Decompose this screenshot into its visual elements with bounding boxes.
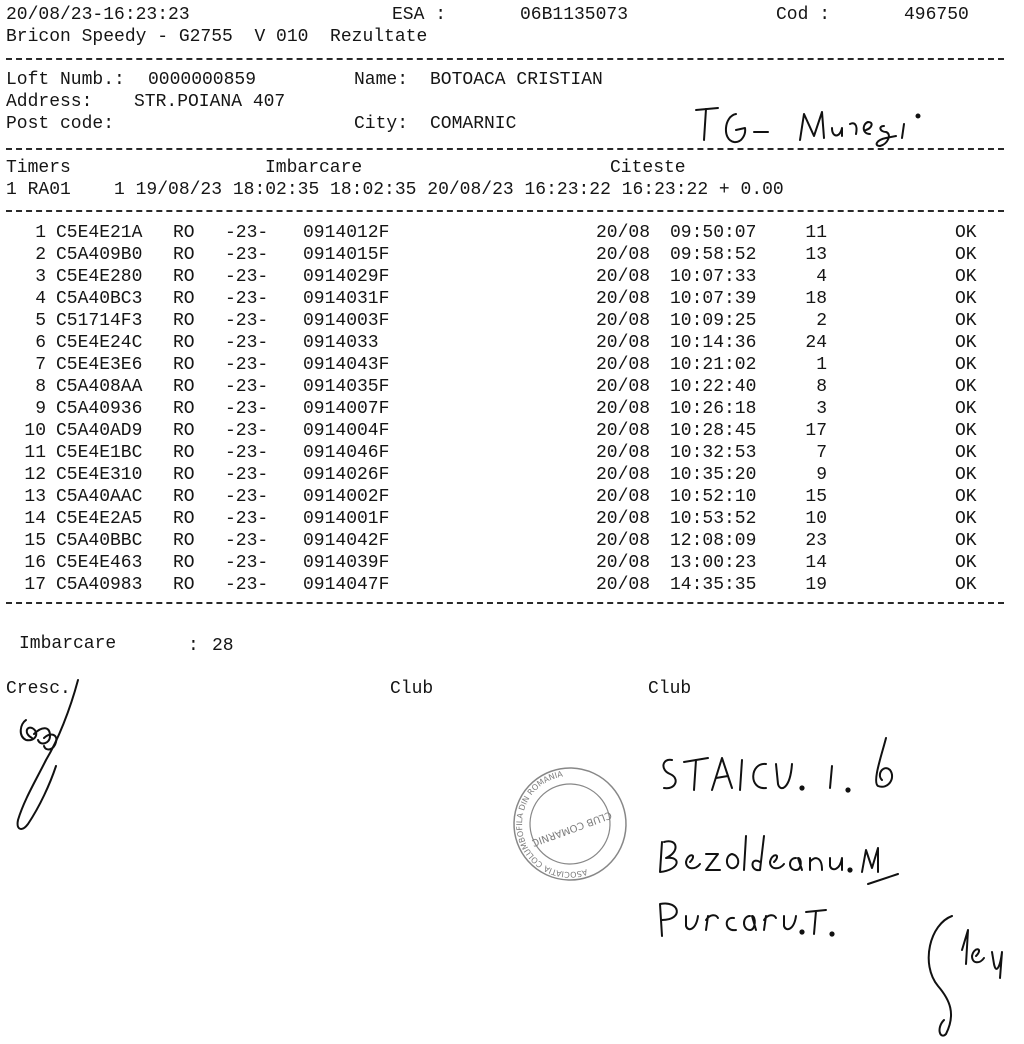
- band-number: 0914039F: [303, 553, 390, 573]
- esa-label: ESA :: [392, 5, 447, 25]
- breeder-signature: [6, 680, 96, 840]
- ring-code: C5A409B0: [56, 245, 143, 265]
- position: 3: [816, 399, 827, 419]
- row-number: 3: [35, 267, 46, 287]
- position: 24: [805, 333, 827, 353]
- arrival-date: 20/08: [596, 223, 651, 243]
- table-row: [0, 420, 1024, 442]
- table-row: [0, 398, 1024, 420]
- table-row: [0, 222, 1024, 244]
- arrival-date: 20/08: [596, 267, 651, 287]
- status: OK: [955, 245, 977, 265]
- row-number: 6: [35, 333, 46, 353]
- country-code: RO: [173, 267, 195, 287]
- ring-code: C5E4E280: [56, 267, 143, 287]
- table-row: [0, 508, 1024, 530]
- status: OK: [955, 553, 977, 573]
- table-row: [0, 266, 1024, 288]
- club-signatures: [650, 724, 1020, 1044]
- arrival-date: 20/08: [596, 377, 651, 397]
- country-code: RO: [173, 223, 195, 243]
- arrival-date: 20/08: [596, 553, 651, 573]
- row-number: 10: [24, 421, 46, 441]
- loft-value: 0000000859: [148, 70, 257, 90]
- position: 1: [816, 355, 827, 375]
- arrival-date: 20/08: [596, 311, 651, 331]
- position: 4: [816, 267, 827, 287]
- table-row: [0, 376, 1024, 398]
- ring-code: C5E4E1BC: [56, 443, 143, 463]
- band-number: 0914004F: [303, 421, 390, 441]
- handwritten-city-note: [690, 100, 940, 150]
- country-code: RO: [173, 355, 195, 375]
- ring-code: C5A40BC3: [56, 289, 143, 309]
- table-row: [0, 310, 1024, 332]
- row-number: 7: [35, 355, 46, 375]
- status: OK: [955, 531, 977, 551]
- row-number: 8: [35, 377, 46, 397]
- country-code: RO: [173, 245, 195, 265]
- arrival-time: 13:00:23: [670, 553, 757, 573]
- arrival-time: 10:26:18: [670, 399, 757, 419]
- arrival-date: 20/08: [596, 575, 651, 595]
- ring-code: C5E4E21A: [56, 223, 143, 243]
- arrival-time: 10:22:40: [670, 377, 757, 397]
- year-code: -23-: [225, 553, 269, 573]
- row-number: 17: [24, 575, 46, 595]
- country-code: RO: [173, 443, 195, 463]
- address-value: STR.POIANA 407: [134, 92, 286, 112]
- band-number: 0914001F: [303, 509, 390, 529]
- ring-code: C5A40936: [56, 399, 143, 419]
- arrival-time: 09:50:07: [670, 223, 757, 243]
- table-row: [0, 244, 1024, 266]
- summary-imbarcare-label: Imbarcare: [19, 634, 117, 654]
- position: 19: [805, 575, 827, 595]
- row-number: 1: [35, 223, 46, 243]
- year-code: -23-: [225, 421, 269, 441]
- row-number: 16: [24, 553, 46, 573]
- table-row: [0, 354, 1024, 376]
- country-code: RO: [173, 509, 195, 529]
- row-number: 14: [24, 509, 46, 529]
- imbarcare-label: Imbarcare: [265, 158, 363, 178]
- status: OK: [955, 575, 977, 595]
- separator-line: [6, 148, 1004, 150]
- status: OK: [955, 465, 977, 485]
- position: 7: [816, 443, 827, 463]
- position: 15: [805, 487, 827, 507]
- ring-code: C51714F3: [56, 311, 143, 331]
- year-code: -23-: [225, 289, 269, 309]
- arrival-date: 20/08: [596, 245, 651, 265]
- name-value: BOTOACA CRISTIAN: [430, 70, 603, 90]
- year-code: -23-: [225, 575, 269, 595]
- band-number: 0914026F: [303, 465, 390, 485]
- table-row: [0, 332, 1024, 354]
- row-number: 12: [24, 465, 46, 485]
- arrival-date: 20/08: [596, 509, 651, 529]
- arrival-time: 09:58:52: [670, 245, 757, 265]
- band-number: 0914007F: [303, 399, 390, 419]
- year-code: -23-: [225, 377, 269, 397]
- position: 18: [805, 289, 827, 309]
- year-code: -23-: [225, 223, 269, 243]
- header-datetime: 20/08/23-16:23:23: [6, 5, 190, 25]
- address-label: Address:: [6, 92, 93, 112]
- status: OK: [955, 487, 977, 507]
- position: 17: [805, 421, 827, 441]
- status: OK: [955, 421, 977, 441]
- city-label: City:: [354, 114, 409, 134]
- status: OK: [955, 355, 977, 375]
- position: 11: [805, 223, 827, 243]
- band-number: 0914046F: [303, 443, 390, 463]
- status: OK: [955, 223, 977, 243]
- arrival-date: 20/08: [596, 289, 651, 309]
- country-code: RO: [173, 377, 195, 397]
- row-number: 11: [24, 443, 46, 463]
- band-number: 0914042F: [303, 531, 390, 551]
- status: OK: [955, 333, 977, 353]
- status: OK: [955, 289, 977, 309]
- cod-value: 496750: [904, 5, 969, 25]
- position: 9: [816, 465, 827, 485]
- ring-code: C5A40AD9: [56, 421, 143, 441]
- summary-imbarcare-separator: :: [188, 636, 199, 656]
- ring-code: C5A408AA: [56, 377, 143, 397]
- position: 23: [805, 531, 827, 551]
- band-number: 0914002F: [303, 487, 390, 507]
- table-row: [0, 552, 1024, 574]
- postcode-label: Post code:: [6, 114, 115, 134]
- ring-code: C5E4E2A5: [56, 509, 143, 529]
- esa-value: 06B1135073: [520, 5, 629, 25]
- timers-label: Timers: [6, 158, 71, 178]
- table-row: [0, 442, 1024, 464]
- band-number: 0914029F: [303, 267, 390, 287]
- country-code: RO: [173, 465, 195, 485]
- separator-line: [6, 602, 1004, 604]
- position: 8: [816, 377, 827, 397]
- status: OK: [955, 399, 977, 419]
- band-number: 0914031F: [303, 289, 390, 309]
- country-code: RO: [173, 421, 195, 441]
- row-number: 15: [24, 531, 46, 551]
- stamp-text: CLUB COMARNIC: [530, 808, 613, 848]
- cod-label: Cod :: [776, 5, 831, 25]
- row-number: 4: [35, 289, 46, 309]
- separator-line: [6, 210, 1004, 212]
- timers-row: 1 RA01 1 19/08/23 18:02:35 18:02:35 20/08/23 16:23:22 16:23:22 + 0.00: [6, 180, 784, 200]
- band-number: 0914035F: [303, 377, 390, 397]
- year-code: -23-: [225, 487, 269, 507]
- arrival-time: 12:08:09: [670, 531, 757, 551]
- ring-code: C5A40BBC: [56, 531, 143, 551]
- ring-code: C5A40983: [56, 575, 143, 595]
- city-value: COMARNIC: [430, 114, 517, 134]
- band-number: 0914043F: [303, 355, 390, 375]
- country-code: RO: [173, 487, 195, 507]
- year-code: -23-: [225, 531, 269, 551]
- table-row: [0, 464, 1024, 486]
- club-label: Club: [390, 679, 434, 699]
- arrival-time: 10:35:20: [670, 465, 757, 485]
- band-number: 0914033: [303, 333, 379, 353]
- year-code: -23-: [225, 465, 269, 485]
- band-number: 0914015F: [303, 245, 390, 265]
- status: OK: [955, 509, 977, 529]
- position: 10: [805, 509, 827, 529]
- arrival-time: 10:28:45: [670, 421, 757, 441]
- cresc-label: Cresc.: [6, 679, 71, 699]
- row-number: 13: [24, 487, 46, 507]
- club-label: Club: [648, 679, 692, 699]
- table-row: [0, 530, 1024, 552]
- arrival-date: 20/08: [596, 399, 651, 419]
- table-row: [0, 486, 1024, 508]
- year-code: -23-: [225, 355, 269, 375]
- position: 2: [816, 311, 827, 331]
- citeste-label: Citeste: [610, 158, 686, 178]
- arrival-time: 10:14:36: [670, 333, 757, 353]
- loft-label: Loft Numb.:: [6, 70, 125, 90]
- row-number: 2: [35, 245, 46, 265]
- separator-line: [6, 58, 1004, 60]
- position: 14: [805, 553, 827, 573]
- name-label: Name:: [354, 70, 409, 90]
- year-code: -23-: [225, 311, 269, 331]
- row-number: 9: [35, 399, 46, 419]
- band-number: 0914047F: [303, 575, 390, 595]
- arrival-time: 14:35:35: [670, 575, 757, 595]
- arrival-time: 10:07:33: [670, 267, 757, 287]
- ring-code: C5E4E310: [56, 465, 143, 485]
- status: OK: [955, 267, 977, 287]
- country-code: RO: [173, 531, 195, 551]
- band-number: 0914003F: [303, 311, 390, 331]
- arrival-date: 20/08: [596, 355, 651, 375]
- position: 13: [805, 245, 827, 265]
- summary-imbarcare-value: 28: [212, 636, 234, 656]
- arrival-time: 10:53:52: [670, 509, 757, 529]
- device-line: Bricon Speedy - G2755 V 010 Rezultate: [6, 27, 428, 47]
- ring-code: C5E4E24C: [56, 333, 143, 353]
- arrival-time: 10:09:25: [670, 311, 757, 331]
- ring-code: C5E4E463: [56, 553, 143, 573]
- country-code: RO: [173, 399, 195, 419]
- club-stamp: [508, 762, 632, 886]
- arrival-date: 20/08: [596, 421, 651, 441]
- row-number: 5: [35, 311, 46, 331]
- ring-code: C5A40AAC: [56, 487, 143, 507]
- status: OK: [955, 311, 977, 331]
- country-code: RO: [173, 575, 195, 595]
- arrival-date: 20/08: [596, 531, 651, 551]
- status: OK: [955, 443, 977, 463]
- arrival-date: 20/08: [596, 465, 651, 485]
- ring-code: C5E4E3E6: [56, 355, 143, 375]
- arrival-time: 10:52:10: [670, 487, 757, 507]
- status: OK: [955, 377, 977, 397]
- arrival-date: 20/08: [596, 487, 651, 507]
- arrival-time: 10:21:02: [670, 355, 757, 375]
- svg-text:ASOCIATIA COLUMBOFILA DIN ROMA: ASOCIATIA COLUMBOFILA DIN ROMANIA: [515, 769, 589, 880]
- year-code: -23-: [225, 333, 269, 353]
- country-code: RO: [173, 333, 195, 353]
- year-code: -23-: [225, 245, 269, 265]
- country-code: RO: [173, 311, 195, 331]
- year-code: -23-: [225, 267, 269, 287]
- arrival-date: 20/08: [596, 443, 651, 463]
- results-table: [0, 222, 1024, 596]
- arrival-time: 10:07:39: [670, 289, 757, 309]
- year-code: -23-: [225, 399, 269, 419]
- table-row: [0, 574, 1024, 596]
- table-row: [0, 288, 1024, 310]
- country-code: RO: [173, 553, 195, 573]
- arrival-date: 20/08: [596, 333, 651, 353]
- band-number: 0914012F: [303, 223, 390, 243]
- year-code: -23-: [225, 443, 269, 463]
- arrival-time: 10:32:53: [670, 443, 757, 463]
- year-code: -23-: [225, 509, 269, 529]
- country-code: RO: [173, 289, 195, 309]
